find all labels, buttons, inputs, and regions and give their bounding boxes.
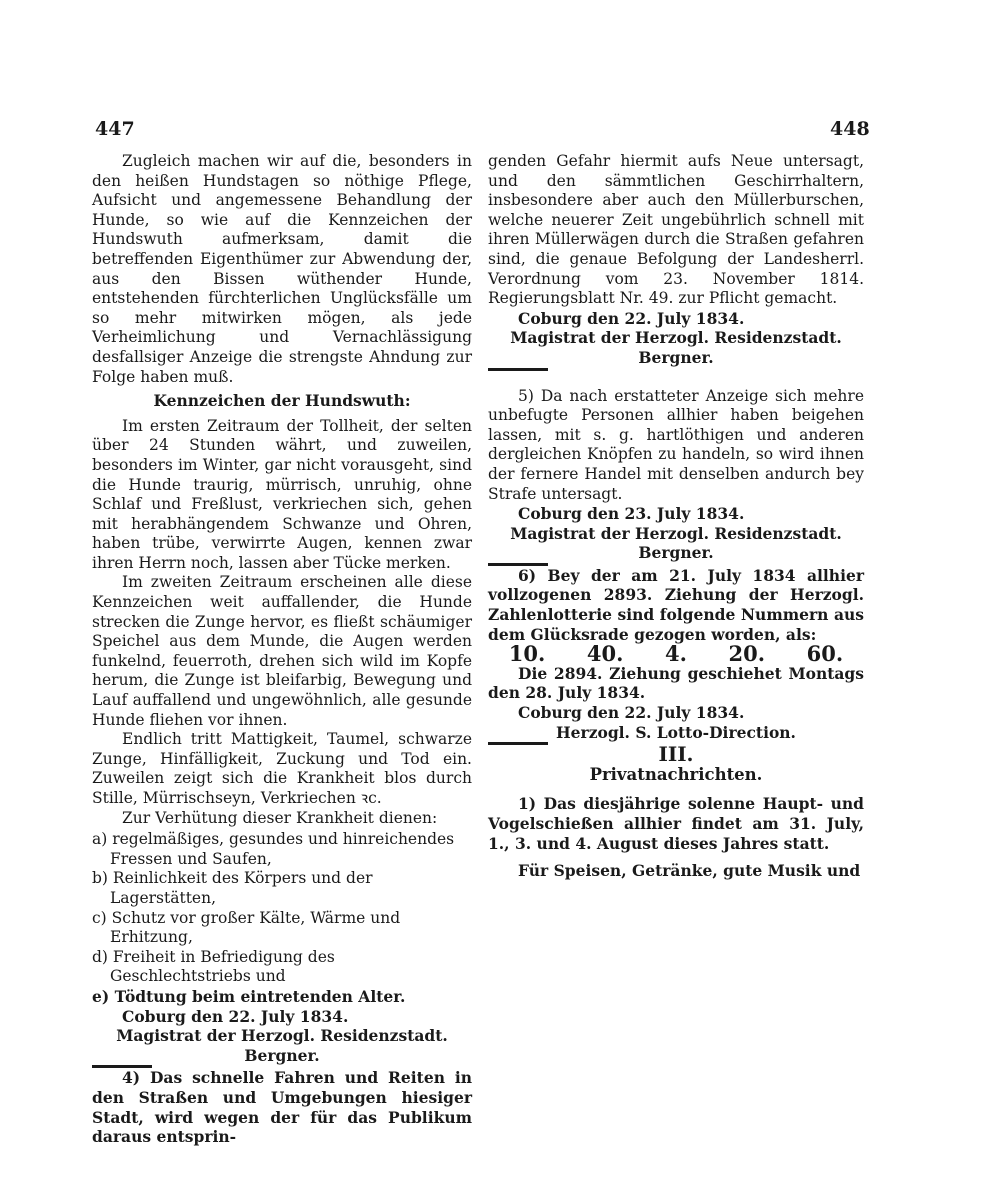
section-number: III. [658, 742, 694, 767]
lottery-number: 40. [586, 641, 624, 667]
paragraph-final-stage: Endlich tritt Mattigkeit, Taumel, schwarze Zunge, Hinfälligkeit, Zuckung und Tod ein. Zuweilen zeigt sich die Krankheit blos durch Stille, Mürrischseyn, Verkriechen ꝛc. [92, 730, 472, 807]
private-notice-1: 1) Das diesjährige solenne Haupt- und Vogelschießen allhier findet am 31. July, 1., 3. und 4. August dieses Jahres statt. [488, 794, 864, 853]
intro-paragraph: Zugleich machen wir auf die, besonders in den heißen Hundstagen so nöthige Pflege, Aufsicht und angemessene Behandlung der Hunde, so wie auf die Kennzeichen der Hundswuth aufmerksam, damit die betreffenden Eigenthümer zur Abwendung der, aus den Bissen wüthender Hunde, entstehenden fürchterlichen Unglücksfälle um so mehr mitwirken mögen, als jede Verheimlichung und Vernachlässigung desfallsiger Anzeige die strengste Ahndung zur Folge haben muß. [92, 152, 472, 386]
page-number-left: 447 [95, 118, 135, 140]
issuing-office: Magistrat der Herzogl. Residenzstadt. [510, 523, 842, 543]
signatory-name: Bergner. [638, 347, 714, 367]
next-draw-notice: Die 2894. Ziehung geschiehet Montags den 28. July 1834. [488, 663, 864, 703]
section-title: Privatnachrichten. [589, 764, 763, 784]
lottery-number: 20. [728, 641, 766, 667]
private-notice-1-continuation: Für Speisen, Getränke, gute Musik und [518, 861, 861, 881]
lottery-number: 4. [665, 641, 687, 667]
prevention-intro: Zur Verhütung dieser Krankheit dienen: [122, 808, 438, 827]
issuing-office: Magistrat der Herzogl. Residenzstadt. [116, 1026, 448, 1046]
place-date: Coburg den 23. July 1834. [518, 504, 745, 524]
paragraph-second-stage: Im zweiten Zeitraum erscheinen alle diese Kennzeichen weit auffallender, die Hunde strecken die Zunge hervor, es fließt schäumiger Speichel aus dem Munde, die Augen werden funkelnd, feuerroth, drehen sich wild im Kopfe herum, die Zunge ist bleifarbig, Bewegung und Lauf auffallend und ungewöhnlich, alle gesunde Hunde fliehen vor ihnen. [92, 573, 472, 729]
prevention-item: d) Freiheit in Befriedigung des Geschlechtstriebs und [92, 947, 335, 986]
place-date: Coburg den 22. July 1834. [518, 703, 745, 723]
lottery-number: 10. [508, 641, 546, 667]
issuing-office: Herzogl. S. Lotto-Direction. [556, 722, 796, 742]
left-column [92, 152, 472, 1147]
lottery-numbers [488, 641, 864, 667]
prevention-item: e) Tödtung beim eintretenden Alter. [92, 986, 406, 1006]
issuing-office: Magistrat der Herzogl. Residenzstadt. [510, 328, 842, 348]
paragraph-first-stage: Im ersten Zeitraum der Tollheit, der selten über 24 Stunden währt, und zuweilen, besonders im Winter, gar nicht vorausgeht, sind die Hunde traurig, mürrisch, unruhig, ohne Schlaf und Freßlust, verkriechen sich, gehen mit herabhängendem Schwanze und Ohren, haben trübe, verwirrte Augen, kennen zwar ihren Herrn noch, lassen aber Tücke merken. [92, 416, 472, 572]
place-date: Coburg den 22. July 1834. [122, 1006, 349, 1026]
notice-4-continuation: genden Gefahr hiermit aufs Neue untersagt, und den sämmtlichen Geschirrhaltern, insbesondere aber auch den Müllerburschen, welche neuerer Zeit ungebührlich schnell mit ihren Müllerwägen durch die Straßen gefahren sind, die genaue Befolgung der Landesherrl. Verordnung vom 23. November 1814. Regierungsblatt Nr. 49. zur Pflicht gemacht. [488, 152, 864, 308]
signatory-name: Bergner. [638, 543, 714, 563]
notice-5-paragraph: 5) Da nach erstatteter Anzeige sich mehre unbefugte Personen allhier haben beigehen lassen, mit s. g. hartlöthigen und anderen dergleichen Knöpfen zu handeln, so wird ihnen der fernere Handel mit denselben andurch bey Strafe untersagt. [488, 386, 864, 503]
prevention-item: c) Schutz vor großer Kälte, Wärme und Erhitzung, [92, 908, 401, 947]
prevention-item: b) Reinlichkeit des Körpers und der Lagerstätten, [92, 869, 373, 907]
page-number-right: 448 [830, 118, 870, 140]
right-column [488, 152, 864, 881]
prevention-list [92, 830, 472, 1006]
notice-4-paragraph: 4) Das schnelle Fahren und Reiten in den Straßen und Umgebungen hiesiger Stadt, wird wegen der für das Publikum daraus entsprin- [92, 1068, 472, 1147]
signatory-name: Bergner. [244, 1045, 320, 1065]
prevention-item: a) regelmäßiges, gesundes und hinreichendes Fressen und Saufen, [92, 830, 455, 868]
lottery-number: 60. [806, 641, 844, 667]
notice-6-paragraph: 6) Bey der am 21. July 1834 allhier vollzogenen 2893. Ziehung der Herzogl. Zahlenlotterie sind folgende Nummern aus dem Glücksrade gezogen worden, als: [488, 565, 864, 644]
section-heading-rabies-signs: Kennzeichen der Hundswuth: [153, 391, 411, 411]
place-date: Coburg den 22. July 1834. [518, 308, 745, 328]
